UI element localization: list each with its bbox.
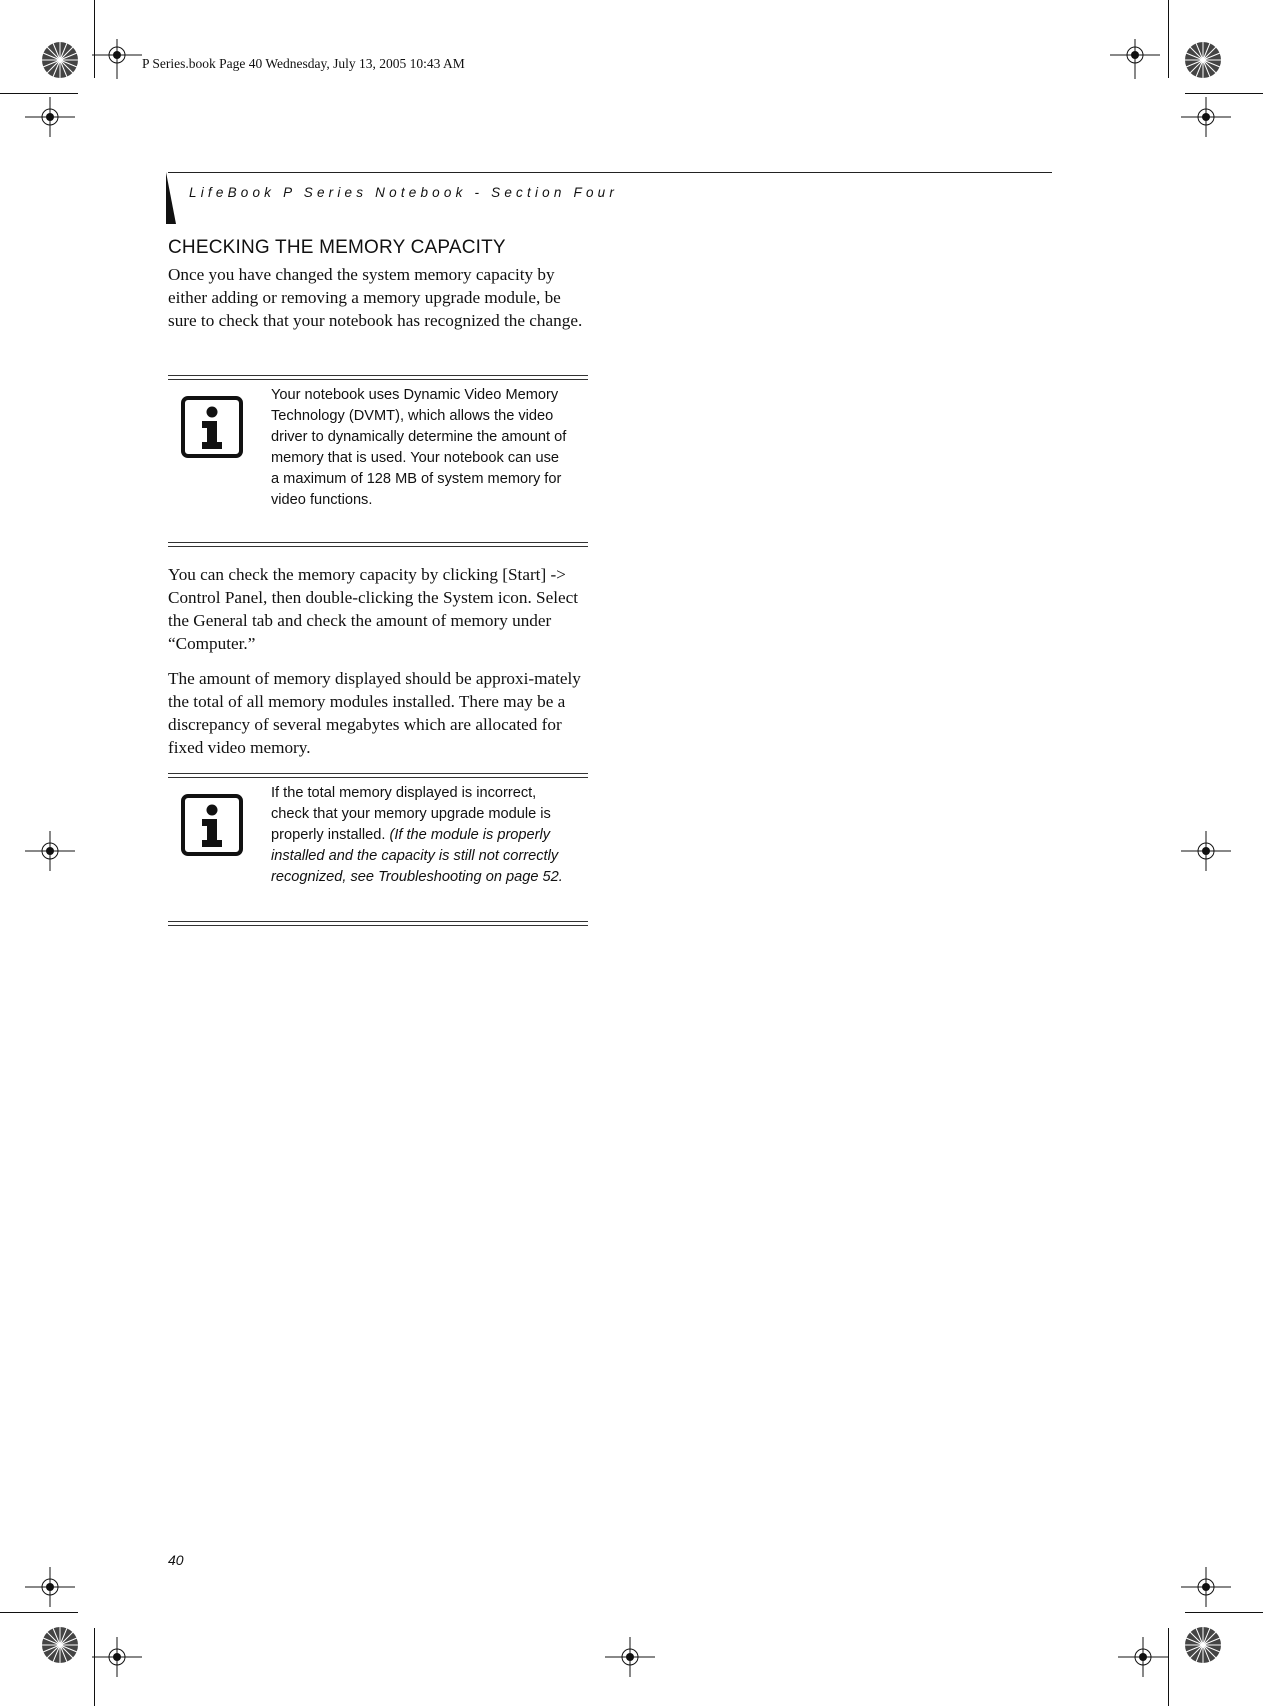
crosshair-mark bbox=[92, 39, 142, 79]
registration-starburst-top-left bbox=[41, 41, 79, 79]
note-text bbox=[271, 783, 571, 888]
note-rule-top bbox=[168, 773, 588, 778]
crosshair-mark bbox=[1181, 1567, 1231, 1607]
crosshair-mark bbox=[92, 1637, 142, 1677]
page-number: 40 bbox=[168, 1552, 184, 1568]
note-rule-bottom bbox=[168, 542, 588, 547]
crop-line bbox=[1168, 1628, 1169, 1706]
crop-line bbox=[94, 1628, 95, 1706]
intro-paragraph: Once you have changed the system memory capacity by either adding or removing a memory upgrade module, be sure to check that your notebook has recognized the change. bbox=[168, 265, 583, 330]
note-text-regular: If the total memory displayed is incorrect, check that your memory upgrade module is properly installed. bbox=[271, 785, 551, 843]
header-rule bbox=[168, 172, 1052, 173]
crosshair-mark bbox=[1181, 97, 1231, 137]
crosshair-mark bbox=[1118, 1637, 1168, 1677]
crosshair-mark bbox=[25, 831, 75, 871]
note-text-italic: (If the module is properly installed and the capacity is still not correctly recognized, see Troubleshooting on page 52. bbox=[271, 827, 563, 885]
crop-line bbox=[94, 0, 95, 78]
crosshair-mark bbox=[25, 1567, 75, 1607]
print-slug: P Series.book Page 40 Wednesday, July 13, 2005 10:43 AM bbox=[142, 56, 465, 71]
crop-line bbox=[0, 93, 78, 94]
note-text: Your notebook uses Dynamic Video Memory Technology (DVMT), which allows the video driver to dynamically determine the amount of memory that is used. Your notebook can use a maximum of 128 MB of system memory for video functions. bbox=[271, 387, 567, 508]
crosshair-mark bbox=[1110, 39, 1160, 79]
crop-line bbox=[1168, 0, 1169, 78]
crosshair-mark bbox=[605, 1637, 655, 1677]
info-icon bbox=[181, 396, 243, 458]
note-rule-top bbox=[168, 375, 588, 380]
info-icon bbox=[181, 794, 243, 856]
registration-starburst-bottom-left bbox=[41, 1626, 79, 1664]
section-title: CHECKING THE MEMORY CAPACITY bbox=[168, 237, 506, 258]
registration-starburst-bottom-right bbox=[1184, 1626, 1222, 1664]
body-paragraph: The amount of memory displayed should be approxi-mately the total of all memory modules installed. There may be a discrepancy of several megabytes which are allocated for fixed video memory. bbox=[168, 669, 581, 757]
crosshair-mark bbox=[1181, 831, 1231, 871]
header-tab-marker bbox=[166, 172, 176, 224]
note-rule-bottom bbox=[168, 921, 588, 926]
crosshair-mark bbox=[25, 97, 75, 137]
crop-line bbox=[1185, 1612, 1263, 1613]
crop-line bbox=[0, 1612, 78, 1613]
crop-line bbox=[1185, 93, 1263, 94]
body-paragraph: You can check the memory capacity by clicking [Start] -> Control Panel, then double-clicking the System icon. Select the General tab and check the amount of memory under “Computer.” bbox=[168, 565, 579, 653]
running-header: LifeBook P Series Notebook - Section Four bbox=[189, 185, 619, 200]
registration-starburst-top-right bbox=[1184, 41, 1222, 79]
